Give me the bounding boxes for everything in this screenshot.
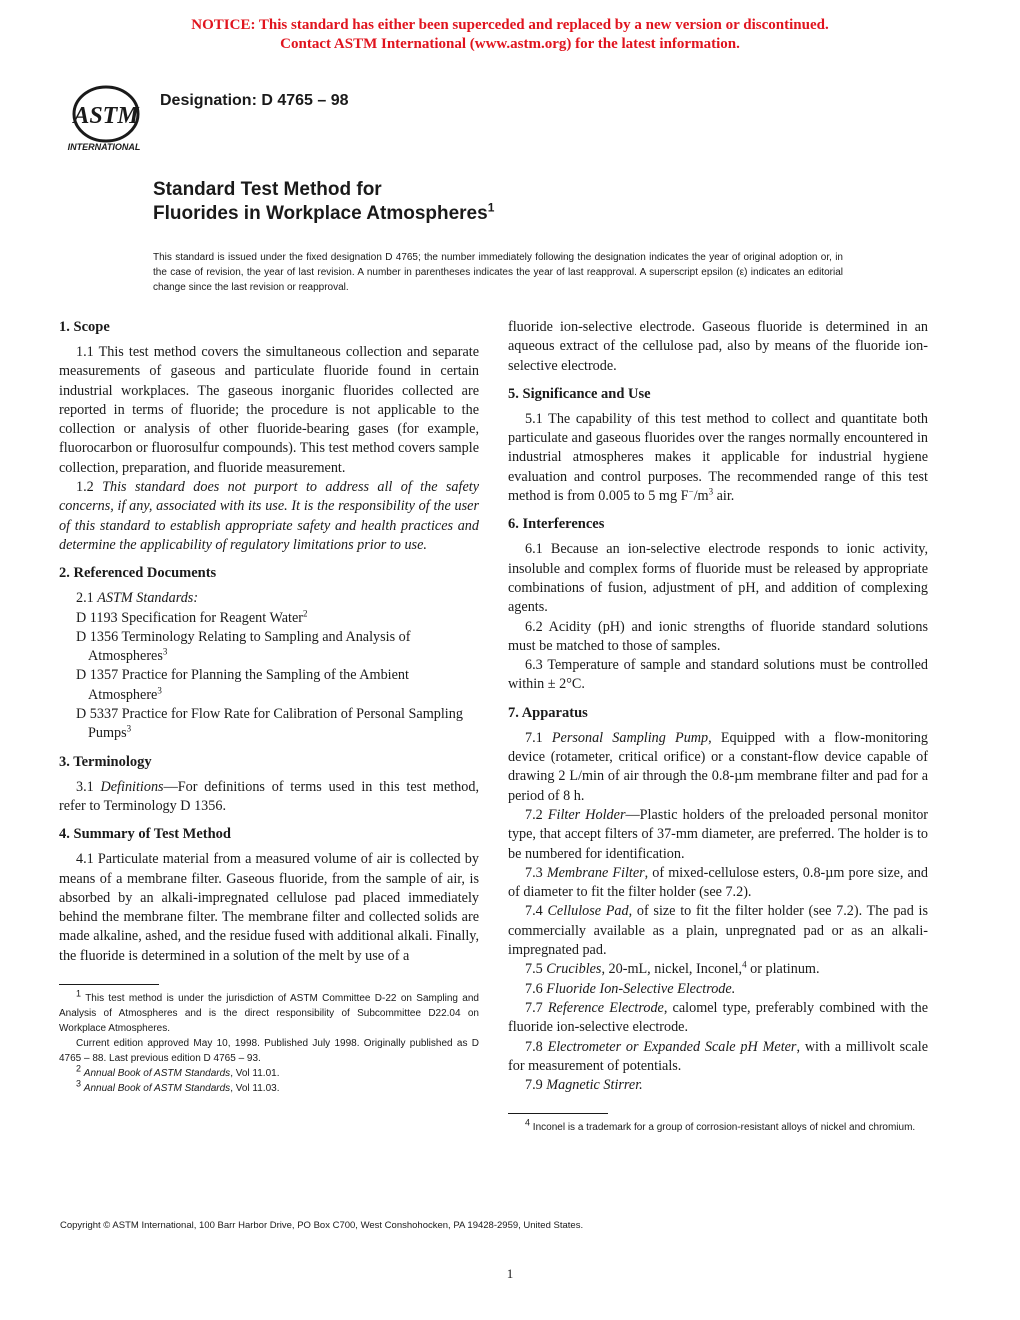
apparatus-text: —Plastic holders of the preloaded personal monitor type, that accept filters of 37-mm diameter, are preferred. The holder is to be numbered for identification.	[508, 806, 929, 862]
footnotes-right	[508, 1120, 928, 1135]
apparatus-item	[508, 806, 928, 864]
reference-item	[59, 609, 479, 628]
apparatus-term: Fluoride Ion-Selective Electrode.	[546, 980, 736, 997]
reference-item	[59, 628, 479, 667]
significance-text: 5.1 The capability of this test method to collect and quantitate both particulate and gaseous fluorides over the ranges normally encountered in industrial atmospheres makes it applicable for industrial hygiene evaluation and control purposes. The recommended range of this test method is from 0.005 to 5 mg F	[508, 410, 928, 505]
significance-end: air.	[713, 488, 735, 505]
footnote-title: Annual Book of ASTM Standards	[83, 1083, 231, 1095]
astm-logo	[60, 84, 146, 154]
footnote-text: Inconel is a trademark for a group of corrosion-resistant alloys of nickel and chromium.	[532, 1122, 916, 1134]
apparatus-term: Cellulose Pad	[547, 903, 629, 920]
section-heading-significance: 5. Significance and Use	[508, 385, 651, 402]
section-heading-terminology: 3. Terminology	[59, 753, 152, 770]
footnote-2	[59, 1063, 479, 1081]
section-heading-scope: 1. Scope	[59, 319, 110, 335]
footnote-1	[59, 988, 479, 1036]
fluoride-charge: −	[688, 486, 694, 497]
referenced-sub-title: ASTM Standards:	[97, 590, 199, 607]
footnote-3	[59, 1078, 479, 1096]
terminology-text: —For definitions of terms used in this test method, refer to Terminology D 1356.	[59, 778, 480, 814]
title-footnote-mark: 1	[487, 200, 495, 215]
section-heading-interferences: 6. Interferences	[508, 516, 605, 533]
interferences-para-2: 6.2 Acidity (pH) and ionic strengths of fluoride standard solutions must be matched to those of samples.	[508, 618, 928, 654]
footnote-text: This test method is under the jurisdiction of ASTM Committee D-22 on Sampling and Analysis of Atmospheres and is the direct responsibility of Subcommittee D22.04 on Workplace Atmospheres.	[59, 993, 479, 1035]
astm-logo-mark	[71, 87, 140, 141]
apparatus-text: , Equipped with a flow-monitoring device (rotameter, critical orifice) or a constant-flow device capable of drawing 2 L/min of air through the 0.8-µm membrane filter and pad for a period of 8 h.	[508, 729, 928, 804]
referenced-sub-num: 2.1	[76, 590, 98, 607]
section-heading-apparatus: 7. Apparatus	[508, 704, 588, 721]
apparatus-num: 7.2	[525, 806, 548, 823]
terminology-num: 3.1	[76, 778, 101, 795]
supersede-notice	[0, 16, 1020, 54]
left-column	[59, 318, 479, 1096]
issuance-statement: This standard is issued under the fixed designation D 4765; the number immediately following the designation indicates the year of original adoption or, in the case of revision, the year of last revision. A number in parentheses indicates the year of last reapproval. A superscript epsilon (ε) indicates an editorial change since the last revision or reapproval.	[153, 252, 843, 293]
reference-text: D 1193 Specification for Reagent Water	[76, 609, 303, 626]
title-main: Fluorides in Workplace Atmospheres	[153, 203, 488, 224]
title-line-2	[153, 202, 494, 226]
reference-text: D 1356 Terminology Relating to Sampling and Analysis of Atmospheres	[76, 628, 411, 665]
apparatus-num: 7.8	[525, 1038, 548, 1055]
apparatus-term: Membrane Filter	[546, 864, 645, 881]
apparatus-num: 7.3	[525, 864, 547, 881]
svg-text:ASTM: ASTM	[73, 103, 139, 129]
scope-para-2	[59, 478, 479, 555]
significance-para-1	[508, 410, 928, 506]
footnote-title: Annual Book of ASTM Standards	[83, 1068, 231, 1080]
apparatus-item	[508, 999, 928, 1038]
apparatus-num: 7.9	[525, 1077, 547, 1094]
document-title	[153, 178, 494, 226]
footnote-rule	[59, 984, 159, 985]
title-line-1: Standard Test Method for	[153, 179, 382, 200]
apparatus-text: , calomel type, preferably combined with the fluoride ion-selective electrode.	[508, 999, 928, 1036]
apparatus-text: , of mixed-cellulose esters, 0.8-µm pore size, and of diameter to fit the filter holder (see 7.2).	[508, 864, 928, 901]
reference-footnote-mark: 3	[162, 646, 168, 657]
interferences-para-1: 6.1 Because an ion-selective electrode responds to ionic activity, insoluble and complex forms of fluoride must be released by appropriate combinations of fusion, adjustment of pH, and addition of complexing agents.	[508, 541, 928, 616]
apparatus-text: , 20-mL, nickel, Inconel,	[601, 961, 743, 978]
reference-footnote-mark: 2	[302, 607, 308, 618]
interferences-para-3: 6.3 Temperature of sample and standard solutions must be controlled within ± 2°C.	[508, 657, 928, 693]
apparatus-term: Magnetic Stirrer.	[546, 1077, 643, 1094]
notice-line-1: NOTICE: This standard has either been superceded and replaced by a new version or discontinued.	[191, 17, 829, 33]
copyright-line: Copyright © ASTM International, 100 Barr Harbor Drive, PO Box C700, West Conshohocken, PA 19428-2959, United States.	[60, 1220, 584, 1231]
reference-footnote-mark: 3	[157, 685, 162, 696]
apparatus-num: 7.7	[525, 999, 548, 1016]
footnote-rule	[508, 1113, 608, 1114]
footnotes-left	[59, 988, 479, 1096]
section-heading-summary: 4. Summary of Test Method	[59, 826, 231, 843]
apparatus-footnote-mark: 4	[742, 959, 747, 970]
apparatus-num: 7.5	[525, 961, 547, 978]
apparatus-item	[508, 960, 928, 979]
apparatus-item	[508, 1076, 928, 1095]
apparatus-text: or platinum.	[746, 961, 820, 978]
apparatus-item	[508, 980, 928, 999]
apparatus-item	[508, 729, 928, 806]
apparatus-term: Crucibles	[546, 961, 602, 978]
reference-text: D 5337 Practice for Flow Rate for Calibration of Personal Sampling Pumps	[76, 706, 463, 742]
apparatus-term: Electrometer or Expanded Scale pH Meter	[547, 1038, 797, 1055]
summary-para-1: 4.1 Particulate material from a measured volume of air is collected by means of a membrane filter. Gaseous fluoride, from the sample of air, is absorbed by an alkali-impregnated cellulose pad placed immediately behind the membrane filter. The membrane filter and collected solids are made alkaline, ashed, and the residue fused with additional alkali. Finally, the fluoride is determined in a solution of the melt by use of a	[59, 851, 479, 964]
terminology-para	[59, 778, 479, 817]
footnote-text: , Vol 11.01.	[230, 1068, 280, 1080]
apparatus-term: Personal Sampling Pump	[551, 729, 709, 746]
footnote-text: , Vol 11.03.	[230, 1083, 280, 1095]
reference-text: D 1357 Practice for Planning the Sampling of the Ambient Atmosphere	[76, 667, 409, 703]
apparatus-num: 7.6	[525, 980, 547, 997]
designation: Designation: D 4765 – 98	[160, 92, 349, 109]
apparatus-item	[508, 1038, 928, 1077]
footnote-mark: 3	[76, 1078, 82, 1089]
summary-para-1-continued: fluoride ion-selective electrode. Gaseous fluoride is determined in an aqueous extract of the cellulose pad, also by means of the fluoride ion-selective electrode.	[508, 319, 928, 374]
footnote-mark: 2	[76, 1063, 82, 1074]
significance-unit: /m	[693, 488, 709, 505]
footnote-mark: 4	[525, 1118, 531, 1129]
right-column	[508, 318, 928, 1135]
scope-para-2-text: This standard does not purport to address all of the safety concerns, if any, associated with its use. It is the responsibility of the user of this standard to establish appropriate safety and health practices and determine the applicability of regulatory limitations prior to use.	[59, 479, 479, 553]
footnote-4	[508, 1120, 928, 1135]
footnote-mark: 1	[76, 988, 82, 999]
terminology-term: Definitions	[100, 778, 164, 795]
notice-line-2: Contact ASTM International (www.astm.org) for the latest information.	[280, 36, 740, 52]
scope-para-2-num: 1.2	[76, 479, 103, 496]
reference-footnote-mark: 3	[126, 723, 132, 734]
referenced-sub	[59, 589, 479, 608]
apparatus-item	[508, 902, 928, 960]
logo-subtitle: INTERNATIONAL	[67, 142, 141, 152]
scope-para-1: 1.1 This test method covers the simultaneous collection and separate measurements of gaseous and particulate fluoride found in certain industrial workplaces. The gaseous inorganic fluorides collected are reported in terms of fluoride; the procedure is not applicable to the collection or analysis of other fluoride-bearing gases (for example, fluorocarbon or fluorosulfur compounds). This test method covers sample collection, preparation, and fluoride measurement.	[59, 344, 479, 476]
apparatus-text: , of size to fit the filter holder (see 7.2). The pad is commercially available as a plain, unpregnated pad or as an alkali-impregnated pad.	[508, 903, 929, 959]
apparatus-term: Filter Holder	[547, 806, 626, 823]
reference-item	[59, 666, 479, 705]
reference-item	[59, 705, 479, 744]
apparatus-term: Reference Electrode	[547, 999, 664, 1016]
apparatus-num: 7.1	[525, 729, 552, 746]
section-heading-referenced: 2. Referenced Documents	[59, 565, 217, 582]
footnote-1b: Current edition approved May 10, 1998. Published July 1998. Originally published as D 4765 – 88. Last previous edition D 4765 – 93.	[59, 1038, 479, 1065]
apparatus-text: , with a millivolt scale for measurement of potentials.	[508, 1038, 929, 1074]
cubic-exponent: 3	[708, 486, 714, 497]
apparatus-num: 7.4	[525, 903, 548, 920]
page-number: 1	[506, 1266, 514, 1281]
apparatus-item	[508, 864, 928, 903]
